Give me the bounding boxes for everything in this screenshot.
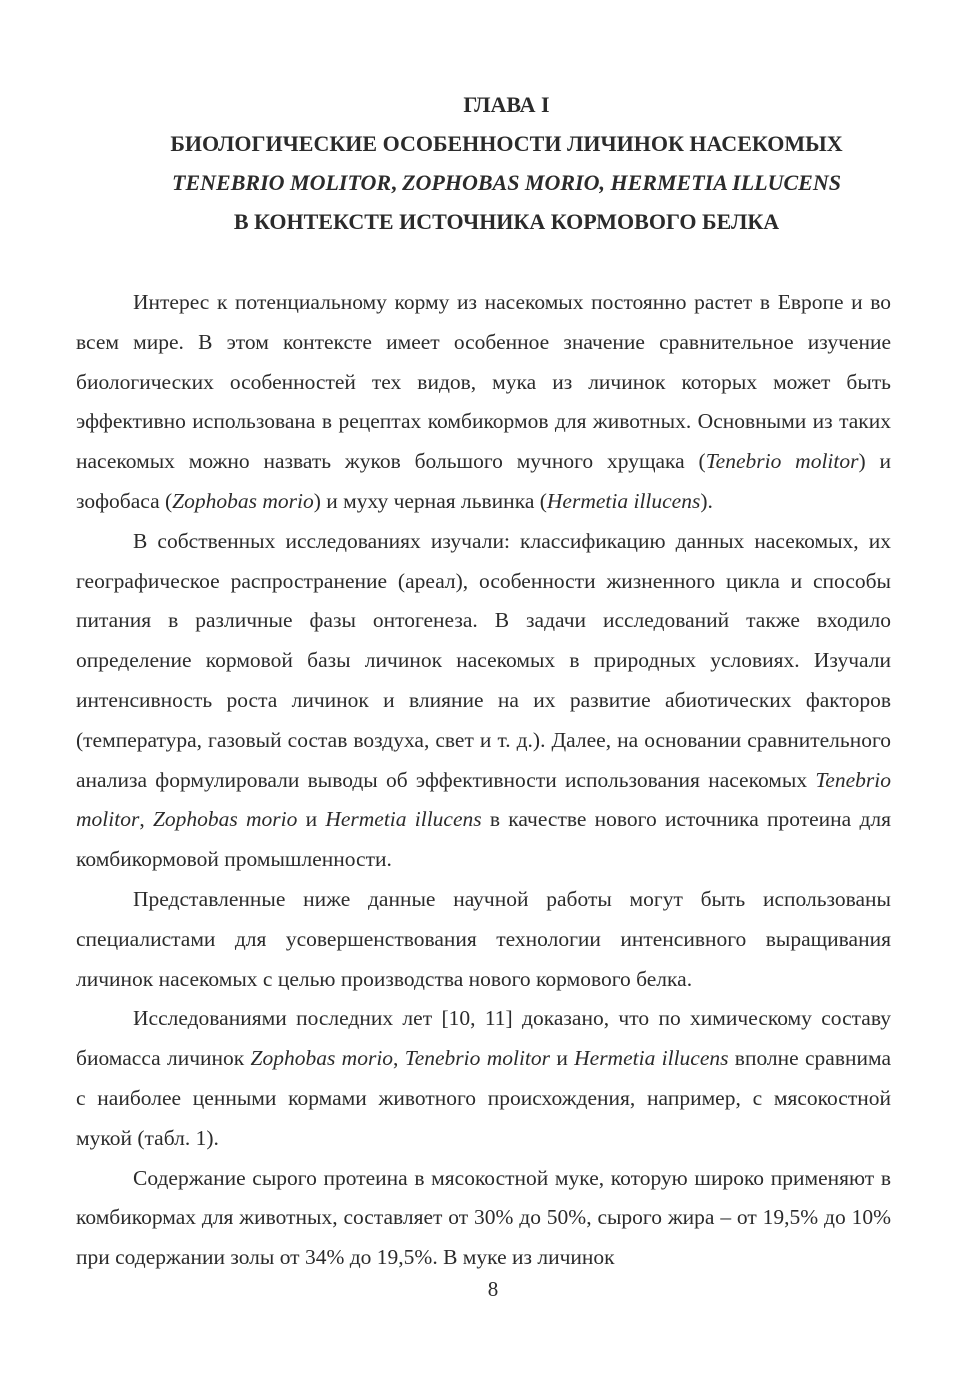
text-run: , (139, 807, 153, 832)
chapter-title (76, 124, 891, 241)
page-number: 8 (487, 1277, 499, 1301)
text-run: В собственных исследованиях изучали: классификацию данных насекомых, их географическое распространение (ареал), особенности жизненного цикла и способы питания в различные фазы онтогенеза. В задачи исследований также входило определение кормовой базы личинок насекомых в природных условиях. Изучали интенсивность роста личинок и влияние на их развитие абиотических факторов (температура, газовый состав воздуха, свет и т. д.). Далее, на основании сравнительного анализа формулировали выводы об эффективности использования насекомых (76, 528, 891, 792)
chapter-title-line-3: В КОНТЕКСТЕ ИСТОЧНИКА КОРМОВОГО БЕЛКА (233, 209, 780, 234)
title-separator: , (391, 170, 403, 195)
species-name: Hermetia illucens (574, 1046, 729, 1071)
text-run: ) и муху черная львинка ( (313, 488, 547, 513)
species-hermetia-title: HERMETIA ILLUCENS (610, 170, 841, 195)
text-run: Содержание сырого протеина в мясокостной муке, которую широко применяют в комбикормах для животных, составляет от 30% до 50%, сырого жира – от 19,5% до 10% при содержании золы от 34% до 19,5%. В муке из личинок (76, 1165, 891, 1270)
species-tenebrio-title: TENEBRIO MOLITOR (172, 170, 392, 195)
text-run: Представленные ниже данные научной работы могут быть использованы специалистами для усовершенствования технологии интенсивного выращивания личинок насекомых с целью производства нового кормового белка. (76, 886, 891, 991)
species-zophobas-title: ZOPHOBAS MORIO, (402, 170, 605, 195)
text-run: ). (700, 488, 713, 513)
chapter-title-line-2 (122, 163, 891, 202)
species-name: Hermetia illucens (546, 488, 701, 513)
chapter-label: ГЛАВА I (463, 92, 550, 117)
paragraph-5 (76, 1159, 891, 1278)
species-name: Tenebrio molitor (705, 449, 859, 474)
text-run: , (393, 1046, 405, 1071)
text-run: Интерес к потенциальному корму из насекомых постоянно растет в Европе и во всем мире. В этом контексте имеет особенное значение сравнительное изучение биологических особенностей тех видов, мука из личинок которых может быть эффективно использована в рецептах комбикормов для животных. Основными из таких насекомых можно назвать жуков большого мучного хрущака ( (76, 290, 891, 474)
species-name: Hermetia illucens (325, 807, 482, 832)
chapter-title-line-1: БИОЛОГИЧЕСКИЕ ОСОБЕННОСТИ ЛИЧИНОК НАСЕКОМЫХ (170, 131, 843, 156)
species-name: Tenebrio molitor (404, 1046, 551, 1071)
species-name: Tenebrio molitor (76, 767, 891, 832)
body-text (76, 283, 891, 1278)
text-run: вполне сравнима с наиболее ценными кормами животного происхождения, например, с мясокостной мукой (табл. 1). (76, 1046, 892, 1150)
paragraph-4 (76, 999, 891, 1158)
text-run: и (550, 1046, 575, 1071)
species-name: Zophobas morio (250, 1046, 394, 1071)
text-run: ) и зофобаса ( (76, 449, 891, 513)
paragraph-1 (76, 283, 891, 522)
document-page (76, 86, 891, 1278)
text-run: и (297, 807, 326, 832)
text-run: в качестве нового источника протеина для комбикормовой промышленности. (76, 807, 892, 872)
paragraph-2 (76, 522, 891, 880)
text-run: Исследованиями последних лет [10, 11] доказано, что по химическому составу биомасса личинок (76, 1006, 891, 1071)
species-name: Zophobas morio (172, 488, 314, 513)
paragraph-3 (76, 880, 891, 999)
species-name: Zophobas morio (152, 807, 298, 832)
